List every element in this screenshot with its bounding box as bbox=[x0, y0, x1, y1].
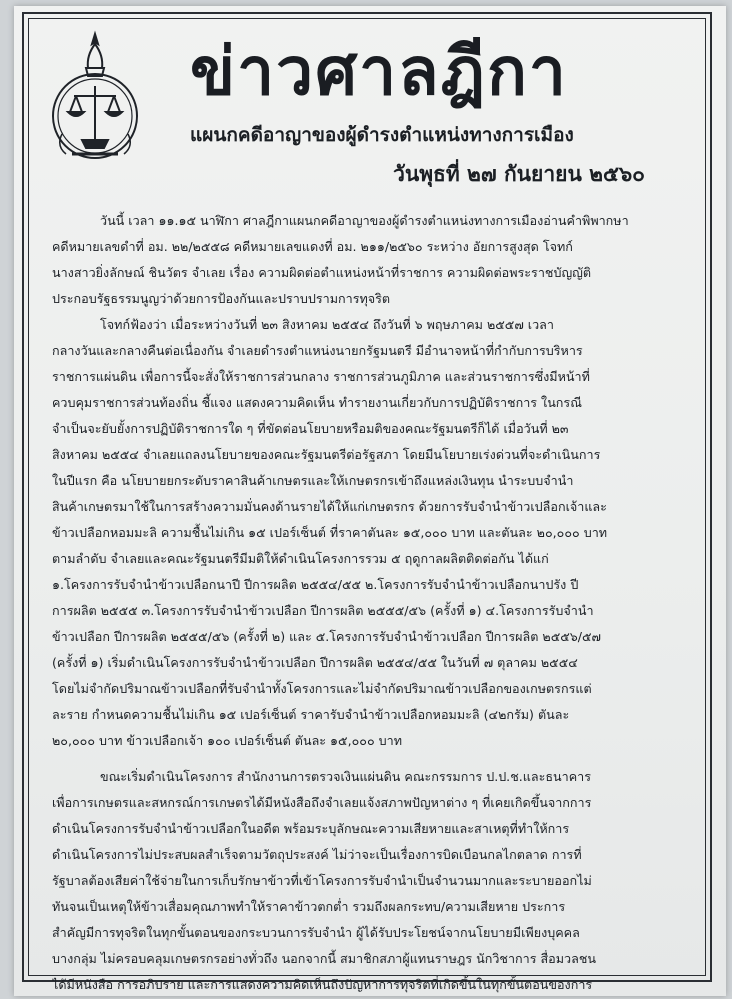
body-line: ควบคุมราชการส่วนท้องถิ่น ชี้แจง แสดงความคิดเห็น ทำรายงานเกี่ยวกับการปฏิบัติราชการ ในกรณี bbox=[52, 395, 582, 410]
body-line: วันนี้ เวลา ๑๑.๑๕ นาฬิกา ศาลฎีกาแผนกคดีอาญาของผู้ดำรงตำแหน่งทางการเมืองอ่านคำพิพากษา bbox=[100, 213, 629, 228]
body-line: ขณะเริ่มดำเนินโครงการ สำนักงานการตรวจเงินแผ่นดิน คณะกรรมการ ป.ป.ช.และธนาคาร bbox=[100, 769, 591, 784]
body-line: บางกลุ่ม ไม่ครอบคลุมเกษตรกรอย่างทั่วถึง นอกจากนี้ สมาชิกสภาผู้แทนราษฎร นักวิชาการ สื่อมวลชน bbox=[52, 951, 596, 966]
paragraph-1 bbox=[52, 208, 692, 312]
body-line: เพื่อการเกษตรและสหกรณ์การเกษตรได้มีหนังสือถึงจำเลยแจ้งสภาพปัญหาต่าง ๆ ที่เคยเกิดขึ้นจากการ bbox=[52, 795, 592, 810]
body-line: โจทก์ฟ้องว่า เมื่อระหว่างวันที่ ๒๓ สิงหาคม ๒๕๕๔ ถึงวันที่ ๖ พฤษภาคม ๒๕๕๗ เวลา bbox=[100, 317, 554, 332]
body-line: ละราย กำหนดความชื้นไม่เกิน ๑๕ เปอร์เซ็นต์ ราคารับจำนำข้าวเปลือกหอมมะลิ (๔๒กรัม) ตันละ bbox=[52, 707, 570, 722]
body-line: รัฐบาลต้องเสียค่าใช้จ่ายในการเก็บรักษาข้าวที่เข้าโครงการรับจำนำเป็นจำนวนมากและระบายออกไม่ bbox=[52, 873, 592, 888]
body-line: สิงหาคม ๒๕๕๔ จำเลยแถลงนโยบายของคณะรัฐมนตรีต่อรัฐสภา โดยมีนโยบายเร่งด่วนที่จะดำเนินการ bbox=[52, 447, 601, 462]
document-body bbox=[52, 208, 692, 998]
body-line: ๒๐,๐๐๐ บาท ข้าวเปลือกเจ้า ๑๐๐ เปอร์เซ็นต์ ตันละ ๑๕,๐๐๐ บาท bbox=[52, 733, 403, 748]
body-line: ดำเนินโครงการไม่ประสบผลสำเร็จตามวัตถุประสงค์ ไม่ว่าจะเป็นเรื่องการบิดเบือนกลไกตลาด การที่ bbox=[52, 847, 582, 862]
body-line: ในปีแรก คือ นโยบายยกระดับราคาสินค้าเกษตรและให้เกษตรกรเข้าถึงแหล่งเงินทุน นำระบบจำนำ bbox=[52, 473, 574, 488]
body-line: โดยไม่จำกัดปริมาณข้าวเปลือกที่รับจำนำทั้งโครงการและไม่จำกัดปริมาณข้าวเปลือกของเกษตรกรแต่ bbox=[52, 681, 592, 696]
body-line: การผลิต ๒๕๕๕ ๓.โครงการรับจำนำข้าวเปลือก ปีการผลิต ๒๕๕๕/๕๖ (ครั้งที่ ๑) ๔.โครงการรับจำนำ bbox=[52, 603, 594, 618]
body-line: กลางวันและกลางคืนต่อเนื่องกัน จำเลยดำรงตำแหน่งนายกรัฐมนตรี มีอำนาจหน้าที่กำกับการบริหาร bbox=[52, 343, 583, 358]
body-line: สำคัญมีการทุจริตในทุกขั้นตอนของกระบวนการรับจำนำ ผู้ได้รับประโยชน์จากนโยบายมีเพียงบุคคล bbox=[52, 925, 580, 940]
body-line: นางสาวยิ่งลักษณ์ ชินวัตร จำเลย เรื่อง ความผิดต่อตำแหน่งหน้าที่ราชการ ความผิดต่อพระราชบัญญัติ bbox=[52, 265, 592, 280]
court-emblem-icon bbox=[42, 30, 148, 164]
body-line: ๑.โครงการรับจำนำข้าวเปลือกนาปี ปีการผลิต ๒๕๕๔/๕๕ ๒.โครงการรับจำนำข้าวเปลือกนาปรัง ปี bbox=[52, 577, 579, 592]
paragraph-2 bbox=[52, 312, 692, 754]
body-line: ตามลำดับ จำเลยและคณะรัฐมนตรีมีมติให้ดำเนินโครงการรวม ๕ ฤดูกาลผลิตติดต่อกัน ได้แก่ bbox=[52, 551, 549, 566]
body-line: ข้าวเปลือกหอมมะลิ ความชื้นไม่เกิน ๑๕ เปอร์เซ็นต์ ที่ราคาตันละ ๑๕,๐๐๐ บาท และตันละ ๒๐,๐๐๐ บาท bbox=[52, 525, 608, 540]
body-line: ข้าวเปลือก ปีการผลิต ๒๕๕๕/๕๖ (ครั้งที่ ๒) และ ๕.โครงการรับจำนำข้าวเปลือก ปีการผลิต ๒๕๕๖/๕๗ bbox=[52, 629, 602, 644]
body-line: คดีหมายเลขดำที่ อม. ๒๒/๒๕๕๘ คดีหมายเลขแดงที่ อม. ๒๑๑/๒๕๖๐ ระหว่าง อัยการสูงสุด โจทก์ bbox=[52, 239, 573, 254]
document-subtitle: แผนกคดีอาญาของผู้ดำรงตำแหน่งทางการเมือง bbox=[190, 124, 574, 146]
body-line: ดำเนินโครงการรับจำนำข้าวเปลือกในอดีต พร้อมระบุลักษณะความเสียหายและสาเหตุที่ทำให้การ bbox=[52, 821, 570, 836]
body-line: ได้มีหนังสือ การอภิปราย และการแสดงความคิดเห็นถึงปัญหาการทุจริตที่เกิดขึ้นในทุกขั้นตอนของการ bbox=[52, 977, 593, 992]
body-line: ทันจนเป็นเหตุให้ข้าวเสื่อมคุณภาพทำให้ราคาข้าวตกต่ำ รวมถึงผลกระทบ/ความเสียหาย ประการ bbox=[52, 899, 566, 914]
body-line: สินค้าเกษตรมาใช้ในการสร้างความมั่นคงด้านรายได้ให้แก่เกษตรกร ด้วยการรับจำนำข้าวเปลือกเจ้าและ bbox=[52, 499, 607, 514]
body-line: ประกอบรัฐธรรมนูญว่าด้วยการป้องกันและปราบปรามการทุจริต bbox=[52, 291, 391, 306]
document-title: ข่าวศาลฎีกา bbox=[190, 33, 568, 110]
body-line: (ครั้งที่ ๑) เริ่มดำเนินโครงการรับจำนำข้าวเปลือก ปีการผลิต ๒๕๕๔/๕๕ ในวันที่ ๗ ตุลาคม ๒๕๕๔ bbox=[52, 655, 578, 670]
paragraph-3 bbox=[52, 764, 692, 998]
document-date: วันพุธที่ ๒๗ กันยายน ๒๕๖๐ bbox=[393, 162, 645, 186]
body-line: จำเป็นจะยับยั้งการปฏิบัติราชการใด ๆ ที่ขัดต่อนโยบายหรือมติของคณะรัฐมนตรีก็ได้ เมื่อวันที่ ๒๓ bbox=[52, 421, 569, 436]
body-line: ราชการแผ่นดิน เพื่อการนี้จะสั่งให้ราชการส่วนกลาง ราชการส่วนภูมิภาค และส่วนราชการซึ่งมีหน้าที่ bbox=[52, 369, 590, 384]
